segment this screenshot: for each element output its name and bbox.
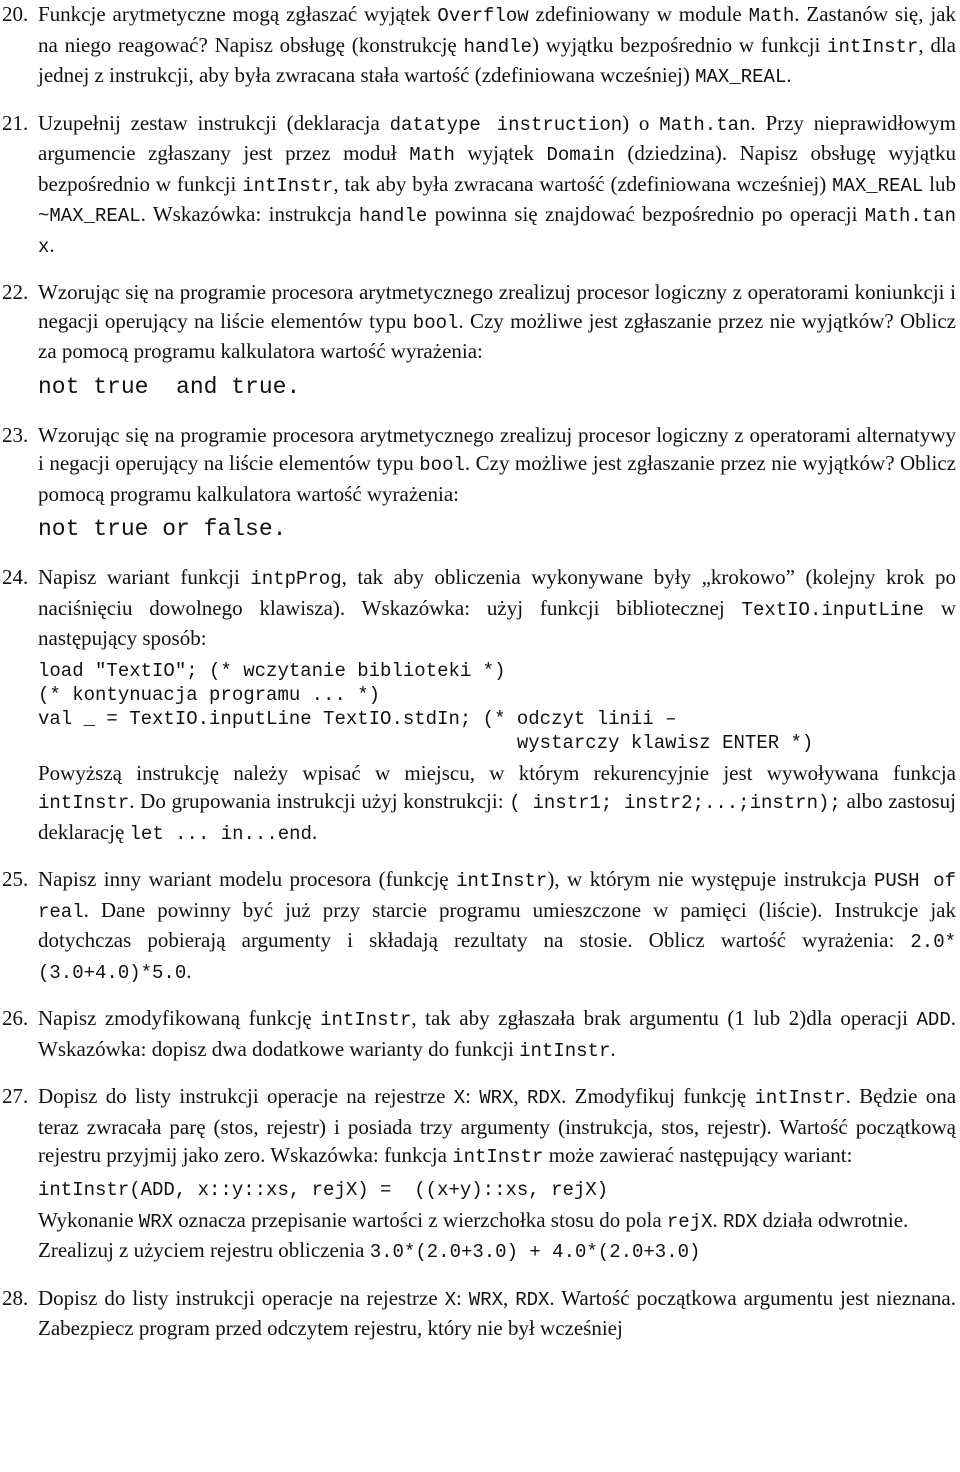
code-token: handle: [463, 35, 532, 58]
code-token: ( instr1; instr2;...;instrn);: [509, 792, 841, 814]
code-token: ~MAX_REAL: [38, 205, 141, 227]
code-token: bool: [412, 311, 459, 334]
code-token: intInstr: [754, 1087, 846, 1109]
code-block: intInstr(ADD, x::y::xs, rejX) = ((x+y)::xs, rejX): [38, 1178, 609, 1201]
code-token: intInstr: [519, 1039, 611, 1062]
code-token: MAX_REAL: [695, 66, 787, 88]
exercise-number: 28.: [2, 1285, 29, 1310]
expression: not true or false.: [38, 516, 287, 542]
code-token: 3.0*(2.0+3.0) + 4.0*(2.0+3.0): [369, 1241, 701, 1263]
exercise-25: [2, 865, 956, 987]
code-token: bool: [419, 454, 465, 476]
code-token: intInstr: [827, 35, 919, 58]
exercise-text-task: Zrealizuj z użyciem rejestru obliczenia 3.0*(2.0+3.0) + 4.0*(2.0+3.0): [38, 1238, 701, 1263]
code-token: let ... in...end: [129, 822, 312, 845]
exercise-text-continued: Powyższą instrukcję należy wpisać w miejscu, w którym rekurencyjnie jest wywoływana funkcja intInstr. Do grupowania instrukcji użyj konstrukcji: ( instr1; instr2;...;instrn); albo zastosuj deklarację let ... in...end.: [38, 760, 956, 845]
exercise-number: 21.: [2, 110, 29, 135]
code-token: MAX_REAL: [832, 174, 924, 197]
exercise-text-continued: Wykonanie WRX oznacza przepisanie wartości z wierzchołka stosu do pola rejX. RDX działa odwrotnie.: [38, 1207, 909, 1233]
code-token: WRX: [479, 1087, 514, 1109]
code-token: Math: [748, 5, 795, 27]
code-token: Domain: [546, 144, 615, 166]
code-token: Math.tan: [659, 113, 751, 136]
code-token: datatype instruction: [389, 113, 623, 136]
exercise-21: [2, 109, 956, 262]
code-token: intpProg: [250, 568, 342, 590]
exercise-number: 26.: [2, 1006, 29, 1030]
exercise-text: Dopisz do listy instrukcji operacje na rejestrze X: WRX, RDX. Zmodyfikuj funkcję intInstr. Będzie ona teraz zwracała parę (stos, rejestr) i posiada trzy argumenty (instrukcja, stos, rejestr). Wartość początkową rejestru przyjmij jako zero. Wskazówka: funkcja intInstr może zawierać następujący wariant:: [38, 1084, 957, 1168]
exercise-22: [2, 278, 956, 404]
code-token: TextIO.inputLine: [741, 598, 924, 621]
code-block: load "TextIO"; (* wczytanie biblioteki *) (* kontynuacja programu ... *) val _ = TextIO.inputLine TextIO.stdIn; (* odczyt linii – wystarczy klawisz ENTER *): [38, 659, 814, 754]
code-token: rejX: [666, 1210, 713, 1233]
exercise-20: [2, 0, 956, 92]
exercise-number: 25.: [2, 867, 29, 891]
code-token: WRX: [468, 1288, 504, 1311]
exercise-26: [2, 1004, 956, 1065]
code-token: intInstr: [242, 174, 334, 197]
code-token: Overflow: [437, 5, 529, 27]
code-token: WRX: [138, 1210, 174, 1233]
code-token: PUSH of real: [38, 870, 956, 923]
exercise-text: Napisz wariant funkcji intpProg, tak aby obliczenia wykonywane były „krokowo” (kolejny krok po naciśnięciu dowolnego klawisza). Wskazówka: użyj funkcji bibliotecznej TextIO.inputLine w następujący sposób:: [38, 565, 956, 650]
exercise-27: [2, 1082, 956, 1267]
code-token: X: [453, 1087, 466, 1109]
exercise-text: Wzorując się na programie procesora arytmetycznego zrealizuj procesor logiczny z operatorami koniunkcji i negacji operujący na liście elementów typu bool. Czy możliwe jest zgłaszanie przez nie wyjątków? Oblicz za pomocą programu kalkulatora wartość wyrażenia:: [38, 280, 956, 363]
exercise-text: Funkcje arytmetyczne mogą zgłaszać wyjątek Overflow zdefiniowany w module Math. Zastanów się, jak na niego reagować? Napisz obsługę (konstrukcję handle) wyjątku bezpośrednio w funkcji intInstr, dla jednej z instrukcji, aby była zwracana stała wartość (zdefiniowana wcześniej) MAX_REAL.: [38, 2, 957, 88]
exercise-24: [2, 563, 956, 848]
code-token: intInstr: [452, 1146, 544, 1168]
exercise-text: Napisz zmodyfikowaną funkcję intInstr, tak aby zgłaszała brak argumentu (1 lub 2)dla operacji ADD. Wskazówka: dopisz dwa dodatkowe warianty do funkcji intInstr.: [38, 1006, 956, 1062]
code-token: RDX: [723, 1210, 758, 1233]
exercise-text: Uzupełnij zestaw instrukcji (deklaracja datatype instruction) o Math.tan. Przy nieprawidłowym argumencie zgłaszany jest przez moduł Math wyjątek Domain (dziedzina). Napisz obsługę wyjątku bezpośrednio w funkcji intInstr, tak aby była zwracana wartość (zdefiniowana wcześniej) MAX_REAL lub ~MAX_REAL. Wskazówka: instrukcja handle powinna się znajdować bezpośrednio po operacji Math.tan x.: [38, 110, 957, 258]
code-token: 2.0*(3.0+4.0)*5.0: [38, 931, 956, 984]
exercise-23: [2, 421, 956, 547]
code-token: X: [444, 1288, 457, 1311]
code-token: intInstr: [320, 1009, 412, 1031]
exercise-text: Wzorując się na programie procesora arytmetycznego zrealizuj procesor logiczny z operatorami alternatywy i negacji operujący na liście elementów typu bool. Czy możliwe jest zgłaszanie przez nie wyjątków? Oblicz pomocą programu kalkulatora wartość wyrażenia:: [38, 422, 956, 506]
exercise-text: Napisz inny wariant modelu procesora (funkcję intInstr), w którym nie występuje instrukcja PUSH of real. Dane powinny być już przy starcie programu umieszczone w pamięci (liście). Instrukcje jak dotychczas pobierają argumenty i składają rezultaty na stosie. Oblicz wartość wyrażenia: 2.0*(3.0+4.0)*5.0.: [38, 867, 956, 984]
exercise-number: 20.: [2, 2, 29, 26]
code-token: Math: [409, 144, 455, 166]
code-token: ADD: [916, 1009, 951, 1031]
exercise-number: 22.: [2, 280, 29, 304]
code-token: handle: [358, 205, 428, 227]
exercise-number: 27.: [2, 1084, 29, 1108]
exercise-number: 24.: [2, 565, 29, 589]
code-token: intInstr: [38, 792, 130, 814]
code-token: RDX: [515, 1288, 550, 1311]
code-token: Math.tan x: [38, 205, 956, 258]
exercise-text: Dopisz do listy instrukcji operacje na rejestrze X: WRX, RDX. Wartość początkowa argumentu jest nieznana. Zabezpiecz program przed odczytem rejestru, który nie był wcześniej: [38, 1285, 956, 1340]
code-token: RDX: [526, 1087, 562, 1109]
code-token: intInstr: [456, 870, 548, 892]
expression: not true and true.: [38, 373, 301, 400]
exercise-number: 23.: [2, 422, 29, 447]
exercise-28: [2, 1284, 956, 1343]
